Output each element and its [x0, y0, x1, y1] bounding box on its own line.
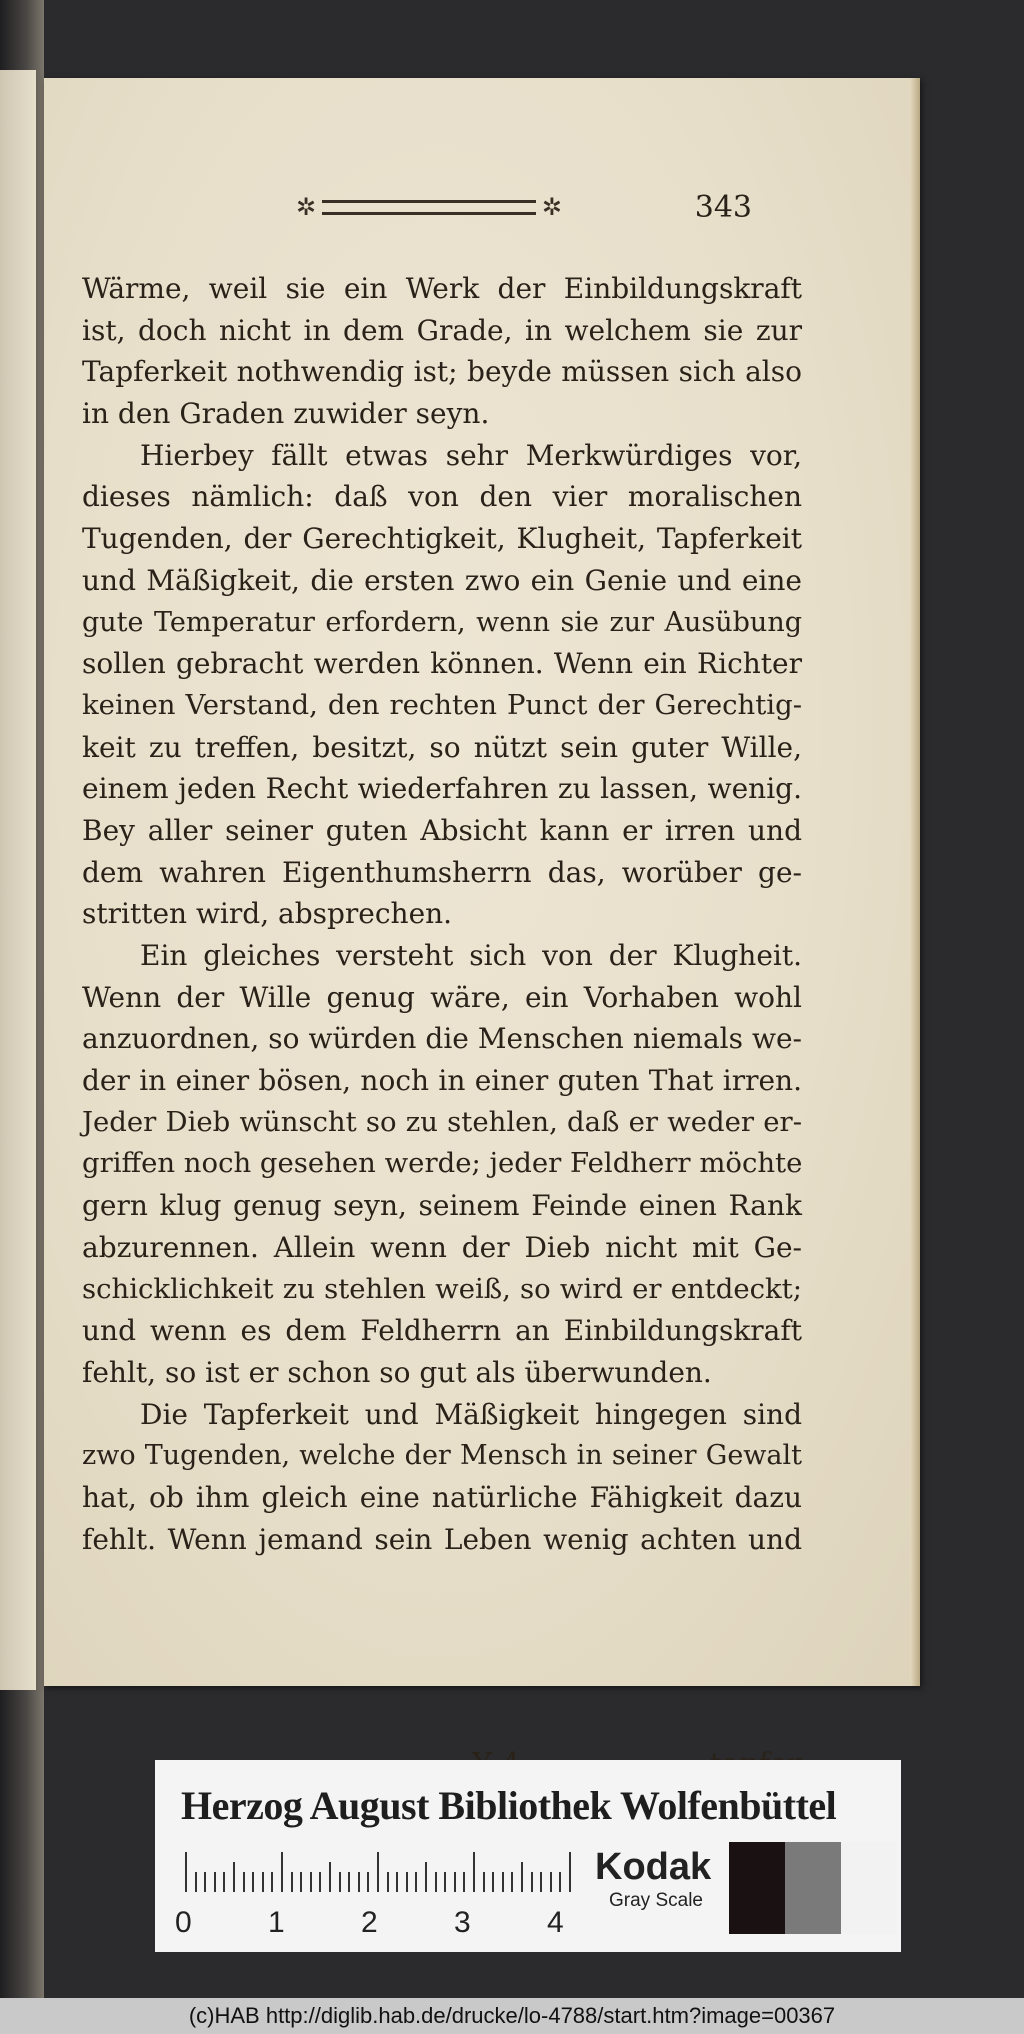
ruler-tick	[444, 1872, 446, 1892]
flower-ornament-icon: ✲	[296, 193, 317, 221]
book-page	[44, 78, 920, 1686]
ruler-tick	[204, 1872, 206, 1892]
ruler-tick	[540, 1872, 542, 1892]
ruler-number: 4	[547, 1906, 564, 1939]
text-line: stritten wird, absprechen.	[82, 897, 453, 931]
ruler-tick	[195, 1872, 197, 1892]
ruler-number: 3	[454, 1906, 471, 1939]
header-ornament	[296, 195, 562, 219]
previous-page-edge	[0, 70, 36, 1690]
ruler-tick	[473, 1852, 475, 1892]
ruler-tick	[550, 1872, 552, 1892]
text-line: anzuordnen, so würden die Menschen niemals we-	[82, 1022, 802, 1056]
text-line: Jeder Dieb wünscht so zu stehlen, daß er weder er-	[82, 1105, 802, 1138]
ruler-tick	[348, 1872, 350, 1892]
ruler-tick	[531, 1872, 533, 1892]
text-line: sollen gebracht werden können. Wenn ein Richter	[82, 647, 802, 681]
ruler-tick	[358, 1872, 360, 1892]
text-line: dieses nämlich: daß von den vier moralischen	[82, 480, 802, 514]
ruler-tick	[425, 1862, 427, 1892]
ruler-tick	[319, 1872, 321, 1892]
ruler-tick	[569, 1852, 571, 1892]
ruler-tick	[281, 1852, 283, 1892]
text-line: und wenn es dem Feldherrn an Einbildungskraft	[82, 1314, 802, 1348]
page-number: 343	[694, 190, 752, 225]
text-line: Wenn der Wille genug wäre, ein Vorhaben wohl	[82, 980, 802, 1014]
ruler-tick	[300, 1872, 302, 1892]
gray-scale-label: Gray Scale	[609, 1890, 703, 1911]
ruler-tick	[396, 1872, 398, 1892]
text-line: zwo Tugenden, welche der Mensch in seiner Gewalt	[82, 1440, 802, 1472]
text-line: keinen Verstand, den rechten Punct der Gerechtig-	[82, 688, 802, 721]
ruler-tick	[262, 1872, 264, 1892]
ruler-tick	[377, 1852, 379, 1892]
ruler-tick	[387, 1872, 389, 1892]
text-line: der in einer bösen, noch in einer guten That irren.	[82, 1064, 802, 1098]
text-line: schicklichkeit zu stehlen weiß, so wird er entdeckt;	[82, 1272, 802, 1305]
ruler-tick	[559, 1872, 561, 1892]
ruler-tick	[243, 1872, 245, 1892]
color-target-card	[155, 1760, 901, 1952]
kodak-logo: Kodak	[595, 1846, 712, 1888]
text-line: Bey aller seiner guten Absicht kann er irren und	[82, 813, 802, 847]
ruler-tick	[435, 1872, 437, 1892]
ruler-tick	[463, 1872, 465, 1892]
gray-patch	[729, 1842, 785, 1934]
ruler-scale	[185, 1852, 569, 1892]
ruler-tick	[415, 1872, 417, 1892]
text-line: hat, ob ihm gleich eine natürliche Fähigkeit dazu	[82, 1480, 802, 1514]
text-line: in den Graden zuwider seyn.	[82, 397, 490, 431]
ruler-tick	[214, 1872, 216, 1892]
gray-patch	[841, 1842, 897, 1934]
ruler-tick	[521, 1862, 523, 1892]
text-line: Tugenden, der Gerechtigkeit, Klugheit, Tapferkeit	[82, 522, 802, 556]
ruler-tick	[502, 1872, 504, 1892]
gray-patch	[785, 1842, 841, 1934]
copyright-bar	[0, 1998, 1024, 2034]
ruler-number: 2	[361, 1906, 378, 1939]
ruler-tick	[454, 1872, 456, 1892]
ruler-tick	[339, 1872, 341, 1892]
text-line: keit zu treffen, besitzt, so nützt sein guter Wille,	[82, 730, 802, 764]
ruler-tick	[252, 1872, 254, 1892]
ruler-numbers	[175, 1906, 575, 1942]
text-line: Hierbey fällt etwas sehr Merkwürdiges vor,	[140, 438, 802, 472]
text-line: dem wahren Eigenthumsherrn das, worüber ge-	[82, 855, 802, 889]
ruler-tick	[291, 1872, 293, 1892]
page-edge	[910, 78, 920, 1686]
ornament-rule	[322, 200, 536, 215]
gray-scale-patches	[729, 1842, 897, 1934]
ruler-tick	[511, 1872, 513, 1892]
ruler-tick	[483, 1872, 485, 1892]
ruler-tick	[185, 1852, 187, 1892]
text-line: griffen noch gesehen werde; jeder Feldherr möchte	[82, 1147, 803, 1180]
text-line: gute Temperatur erfordern, wenn sie zur Ausübung	[82, 606, 802, 638]
text-line: fehlt. Wenn jemand sein Leben wenig achten und	[82, 1522, 802, 1556]
flower-ornament-icon: ✲	[541, 193, 562, 221]
text-line: Wärme, weil sie ein Werk der Einbildungskraft	[82, 272, 802, 305]
ruler-tick	[310, 1872, 312, 1892]
ruler-number: 1	[268, 1906, 285, 1939]
source-url: (c)HAB http://diglib.hab.de/drucke/lo-4788/start.htm?image=00367	[188, 2003, 836, 2028]
body-text	[82, 268, 802, 1560]
ruler-tick	[271, 1872, 273, 1892]
text-line: Tapferkeit nothwendig ist; beyde müssen sich also	[82, 355, 802, 389]
text-line: Die Tapferkeit und Mäßigkeit hingegen sind	[140, 1397, 802, 1431]
ruler-tick	[367, 1872, 369, 1892]
ruler-tick	[223, 1872, 225, 1892]
ruler-tick	[406, 1872, 408, 1892]
ruler-number: 0	[175, 1906, 192, 1939]
text-line: gern klug genug seyn, seinem Feinde einen Rank	[82, 1189, 802, 1223]
text-line: ist, doch nicht in dem Grade, in welchem sie zur	[82, 313, 802, 347]
library-name: Herzog August Bibliothek Wolfenbüttel	[181, 1783, 837, 1828]
ruler-tick	[233, 1862, 235, 1892]
text-line: abzurennen. Allein wenn der Dieb nicht mit Ge-	[82, 1230, 802, 1264]
ruler-tick	[492, 1872, 494, 1892]
text-line: fehlt, so ist er schon so gut als überwunden.	[82, 1355, 712, 1389]
text-line: Ein gleiches versteht sich von der Klugheit.	[140, 939, 802, 972]
text-line: und Mäßigkeit, die ersten zwo ein Genie und eine	[82, 563, 802, 597]
ruler-tick	[329, 1862, 331, 1892]
text-line: einem jeden Recht wiederfahren zu lassen, wenig.	[82, 772, 802, 806]
